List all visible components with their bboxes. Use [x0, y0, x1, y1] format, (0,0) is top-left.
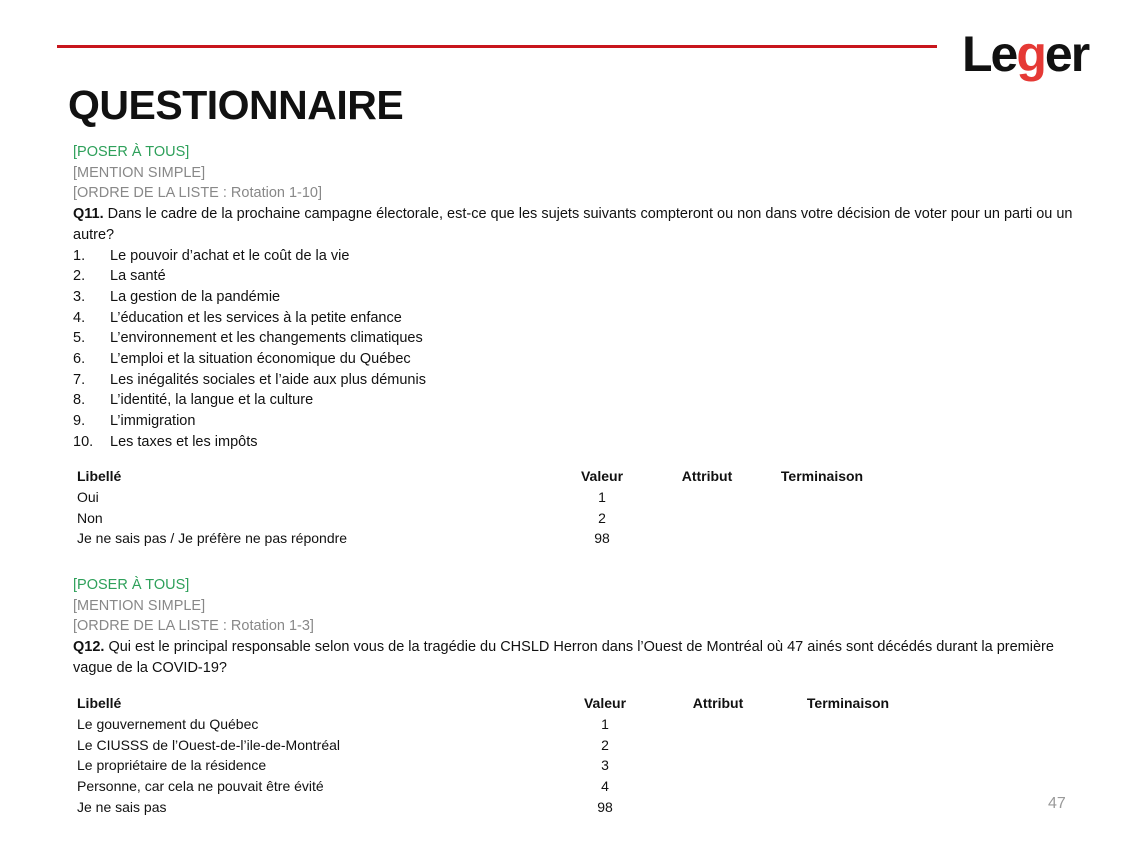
row-label: Le gouvernement du Québec — [77, 715, 259, 732]
header-terminaison: Terminaison — [806, 695, 890, 711]
list-item — [73, 287, 1093, 308]
item-label: Les taxes et les impôts — [110, 433, 258, 450]
item-number: 2. — [73, 268, 86, 285]
row-terminaison — [783, 776, 913, 797]
logo-text-start: Le — [962, 26, 1017, 82]
row-terminaison — [783, 755, 913, 776]
logo-accent-letter: g — [1016, 26, 1045, 82]
row-attribut — [653, 735, 783, 756]
header-rule — [57, 45, 937, 48]
header-terminaison: Terminaison — [780, 468, 864, 484]
table-row — [77, 528, 877, 549]
row-attribut — [647, 508, 767, 529]
q11-instruction-ask-all: [POSER À TOUS] — [73, 144, 190, 160]
list-item — [73, 411, 1093, 432]
row-attribut — [647, 487, 767, 508]
table-row — [77, 776, 913, 797]
row-value: 3 — [601, 757, 609, 774]
row-value: 2 — [598, 509, 606, 526]
logo-wordmark — [962, 28, 1088, 80]
item-label: La santé — [110, 268, 166, 285]
header-attribut: Attribut — [681, 468, 733, 484]
table-row — [77, 735, 913, 756]
item-label: Les inégalités sociales et l’aide aux plus démunis — [110, 371, 426, 388]
row-terminaison — [783, 714, 913, 735]
page-title: QUESTIONNAIRE — [68, 82, 404, 128]
row-label: Oui — [77, 488, 99, 505]
q11-question — [73, 204, 1093, 245]
row-value: 98 — [597, 798, 613, 815]
q11-section — [73, 142, 1093, 453]
item-number: 7. — [73, 371, 86, 388]
row-terminaison — [767, 487, 877, 508]
row-label: Je ne sais pas / Je préfère ne pas répondre — [77, 530, 348, 547]
item-label: Le pouvoir d’achat et le coût de la vie — [110, 247, 350, 264]
row-value: 2 — [601, 736, 609, 753]
row-label: Le propriétaire de la résidence — [77, 757, 267, 774]
row-value: 1 — [601, 715, 609, 732]
item-number: 5. — [73, 330, 86, 347]
table-header-row — [77, 693, 913, 714]
q12-number: Q12. — [73, 639, 105, 656]
header-valeur: Valeur — [580, 468, 624, 484]
logo-text-end: er — [1044, 26, 1089, 82]
item-number: 10. — [73, 433, 94, 450]
row-terminaison — [767, 528, 877, 549]
page-number: 47 — [1048, 795, 1066, 812]
table-header-row — [77, 466, 877, 487]
header-valeur: Valeur — [583, 695, 627, 711]
item-label: L’immigration — [110, 413, 196, 430]
item-number: 4. — [73, 309, 86, 326]
list-item — [73, 308, 1093, 329]
table-row — [77, 487, 877, 508]
list-item — [73, 432, 1093, 453]
row-value: 1 — [598, 488, 606, 505]
item-number: 9. — [73, 413, 86, 430]
table-row — [77, 714, 913, 735]
row-label: Personne, car cela ne pouvait être évité — [77, 778, 324, 795]
row-value: 4 — [601, 778, 609, 795]
table-row — [77, 508, 877, 529]
row-terminaison — [783, 735, 913, 756]
row-terminaison — [783, 797, 913, 818]
row-attribut — [653, 755, 783, 776]
row-attribut — [653, 776, 783, 797]
q11-instruction-list-order: [ORDRE DE LA LISTE : Rotation 1-10] — [73, 185, 323, 202]
q12-question-text: Qui est le principal responsable selon vous de la tragédie du CHSLD Herron dans l’Ouest de Montréal où 47 ainés sont décédés durant la première vague de la COVID-19? — [73, 639, 1054, 676]
q11-instruction-single-mention: [MENTION SIMPLE] — [73, 164, 206, 181]
list-item — [73, 328, 1093, 349]
item-number: 8. — [73, 392, 86, 409]
list-item — [73, 370, 1093, 391]
row-attribut — [653, 797, 783, 818]
q12-instruction-single-mention: [MENTION SIMPLE] — [73, 597, 206, 614]
header-libelle: Libellé — [77, 695, 122, 711]
item-label: La gestion de la pandémie — [110, 288, 281, 305]
item-number: 6. — [73, 351, 86, 368]
item-number: 3. — [73, 288, 86, 305]
q12-section — [73, 575, 1093, 679]
item-label: L’identité, la langue et la culture — [110, 392, 314, 409]
header-attribut: Attribut — [692, 695, 744, 711]
q12-instruction-list-order: [ORDRE DE LA LISTE : Rotation 1-3] — [73, 618, 314, 635]
q12-instruction-ask-all: [POSER À TOUS] — [73, 577, 190, 593]
list-item — [73, 390, 1093, 411]
row-label: Non — [77, 509, 103, 526]
item-label: L’éducation et les services à la petite enfance — [110, 309, 402, 326]
table-row — [77, 755, 913, 776]
table-row — [77, 797, 913, 818]
item-label: L’emploi et la situation économique du Québec — [110, 351, 411, 368]
row-label: Le CIUSSS de l’Ouest-de-l’ile-de-Montréal — [77, 736, 340, 753]
leger-logo — [962, 28, 1092, 106]
item-number: 1. — [73, 247, 86, 264]
q12-code-table — [77, 693, 913, 818]
row-label: Je ne sais pas — [77, 798, 167, 815]
list-item — [73, 266, 1093, 287]
row-attribut — [653, 714, 783, 735]
q11-number: Q11. — [73, 206, 104, 223]
row-attribut — [647, 528, 767, 549]
row-value: 98 — [594, 530, 610, 547]
item-label: L’environnement et les changements climatiques — [110, 330, 423, 347]
list-item — [73, 246, 1093, 267]
q11-code-table — [77, 466, 877, 549]
row-terminaison — [767, 508, 877, 529]
q11-item-list — [73, 246, 1093, 453]
q11-question-text: Dans le cadre de la prochaine campagne électorale, est-ce que les sujets suivants compteront ou non dans votre décision de voter pour un parti ou un autre? — [73, 206, 1073, 243]
list-item — [73, 349, 1093, 370]
q12-question — [73, 637, 1093, 678]
header-libelle: Libellé — [77, 468, 122, 484]
